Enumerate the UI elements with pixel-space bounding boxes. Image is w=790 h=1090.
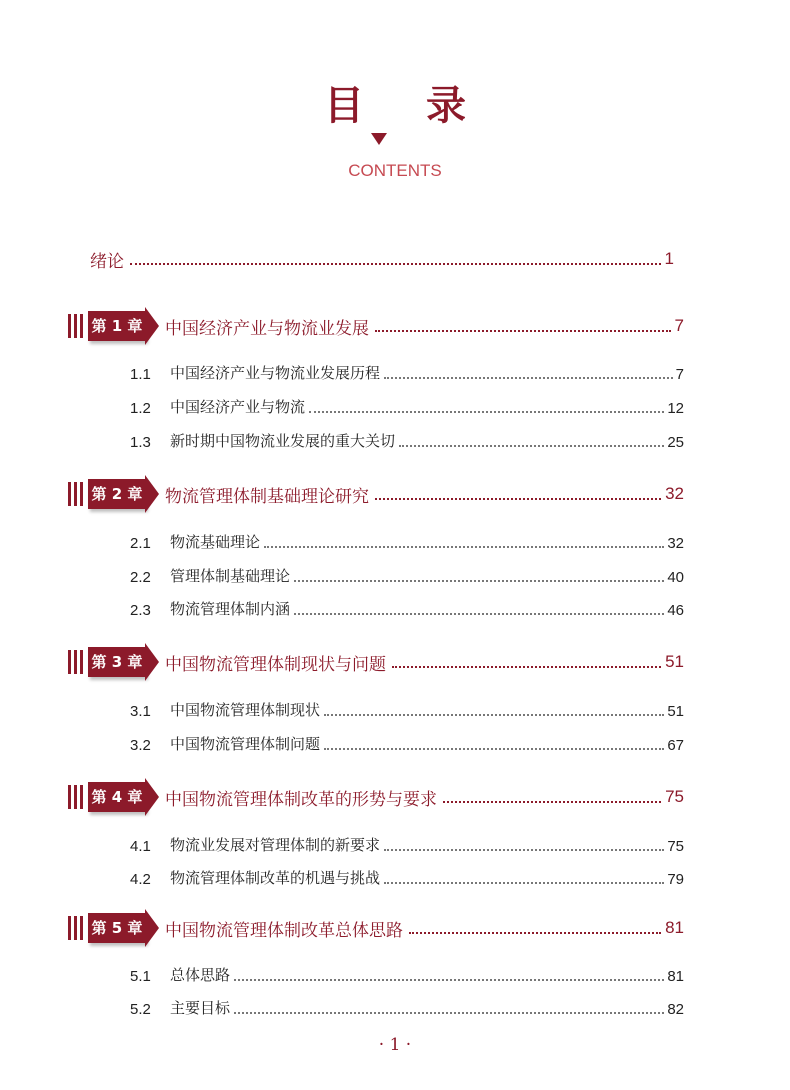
- leader-dots: [375, 498, 661, 500]
- chapter-title: 中国物流管理体制改革总体思路: [165, 920, 403, 941]
- section-title: 物流管理体制内涵: [170, 600, 291, 618]
- section-page: 51: [667, 703, 684, 720]
- toc-section[interactable]: [130, 431, 684, 451]
- section-number: 1.1: [130, 366, 151, 383]
- section-number: 3.1: [130, 703, 151, 720]
- leader-dots: [294, 613, 664, 615]
- chapter-heading[interactable]: [68, 307, 684, 345]
- section-page: 25: [667, 434, 684, 451]
- section-page: 12: [667, 400, 684, 417]
- leader-dots: [384, 882, 664, 884]
- section-number: 1.2: [130, 400, 151, 417]
- arrow-right-icon: [145, 778, 159, 816]
- section-number: 5.1: [130, 968, 151, 985]
- section-page: 82: [667, 1001, 684, 1018]
- section-title: 物流基础理论: [170, 533, 261, 551]
- leader-dots: [234, 1012, 664, 1014]
- section-number: 3.2: [130, 737, 151, 754]
- chapter-heading[interactable]: [68, 643, 684, 681]
- leader-dots: [399, 445, 664, 447]
- leader-dots: [384, 377, 673, 379]
- leader-dots: [392, 666, 661, 668]
- section-page: 40: [667, 569, 684, 586]
- toc-section[interactable]: [130, 363, 684, 383]
- chapter-bars-icon: [68, 650, 84, 674]
- toc-section[interactable]: [130, 965, 684, 985]
- leader-dots: [234, 979, 664, 981]
- section-page: 67: [667, 737, 684, 754]
- toc-section[interactable]: [130, 599, 684, 619]
- triangle-down-icon: [371, 133, 387, 145]
- chapter-badge: 第 5 章: [88, 913, 146, 943]
- section-number: 2.1: [130, 535, 151, 552]
- leader-dots: [294, 580, 664, 582]
- section-title: 物流管理体制改革的机遇与挑战: [170, 869, 381, 887]
- leader-dots: [324, 748, 664, 750]
- leader-dots: [443, 801, 661, 803]
- leader-dots: [409, 932, 661, 934]
- section-number: 1.3: [130, 434, 151, 451]
- chapter-title: 物流管理体制基础理论研究: [165, 486, 369, 507]
- toc-section[interactable]: [130, 868, 684, 888]
- section-title: 管理体制基础理论: [170, 567, 291, 585]
- section-title: 物流业发展对管理体制的新要求: [170, 836, 381, 854]
- chapter-bars-icon: [68, 314, 84, 338]
- leader-dots: [309, 411, 664, 413]
- chapter-bars-icon: [68, 785, 84, 809]
- section-number: 2.3: [130, 602, 151, 619]
- intro-label: 绪论: [90, 251, 124, 272]
- leader-dots: [375, 330, 671, 332]
- leader-dots: [264, 546, 664, 548]
- section-title: 中国经济产业与物流业发展历程: [170, 364, 381, 382]
- section-number: 2.2: [130, 569, 151, 586]
- intro-page: 1: [664, 249, 674, 268]
- toc-section[interactable]: [130, 397, 684, 417]
- section-page: 81: [667, 968, 684, 985]
- chapter-badge: 第 3 章: [88, 647, 146, 677]
- toc-section[interactable]: [130, 566, 684, 586]
- chapter-title: 中国物流管理体制现状与问题: [165, 654, 386, 675]
- section-title: 新时期中国物流业发展的重大关切: [170, 432, 396, 450]
- toc-section[interactable]: [130, 734, 684, 754]
- contents-subtitle: CONTENTS: [348, 161, 442, 180]
- arrow-right-icon: [145, 307, 159, 345]
- chapter-badge: 第 4 章: [88, 782, 146, 812]
- chapter-title: 中国经济产业与物流业发展: [165, 318, 369, 339]
- section-page: 75: [667, 838, 684, 855]
- chapter-badge: 第 1 章: [88, 311, 146, 341]
- chapter-page: 7: [674, 316, 684, 335]
- toc-section[interactable]: [130, 998, 684, 1018]
- section-page: 79: [667, 871, 684, 888]
- chapter-bars-icon: [68, 916, 84, 940]
- chapter-page: 32: [665, 484, 684, 503]
- section-number: 4.2: [130, 871, 151, 888]
- section-number: 4.1: [130, 838, 151, 855]
- toc-section[interactable]: [130, 700, 684, 720]
- toc-intro[interactable]: [90, 246, 674, 272]
- chapter-heading[interactable]: [68, 475, 684, 513]
- section-title: 中国物流管理体制现状: [170, 701, 321, 719]
- toc-section[interactable]: [130, 835, 684, 855]
- chapter-page: 75: [665, 787, 684, 806]
- chapter-page: 51: [665, 652, 684, 671]
- arrow-right-icon: [145, 475, 159, 513]
- section-page: 32: [667, 535, 684, 552]
- chapter-heading[interactable]: [68, 778, 684, 816]
- chapter-title: 中国物流管理体制改革的形势与要求: [165, 789, 437, 810]
- chapter-badge: 第 2 章: [88, 479, 146, 509]
- arrow-right-icon: [145, 643, 159, 681]
- leader-dots: [130, 263, 661, 265]
- leader-dots: [384, 849, 664, 851]
- arrow-right-icon: [145, 909, 159, 947]
- page-title: 目录: [324, 82, 528, 129]
- section-page: 7: [675, 366, 684, 383]
- section-title: 中国物流管理体制问题: [170, 735, 321, 753]
- section-page: 46: [667, 602, 684, 619]
- section-title: 中国经济产业与物流: [170, 398, 306, 416]
- section-number: 5.2: [130, 1001, 151, 1018]
- section-title: 总体思路: [170, 966, 231, 984]
- chapter-bars-icon: [68, 482, 84, 506]
- page-number: · 1 ·: [378, 1035, 412, 1055]
- chapter-heading[interactable]: [68, 909, 684, 947]
- section-title: 主要目标: [170, 999, 231, 1017]
- chapter-page: 81: [665, 918, 684, 937]
- toc-section[interactable]: [130, 532, 684, 552]
- leader-dots: [324, 714, 664, 716]
